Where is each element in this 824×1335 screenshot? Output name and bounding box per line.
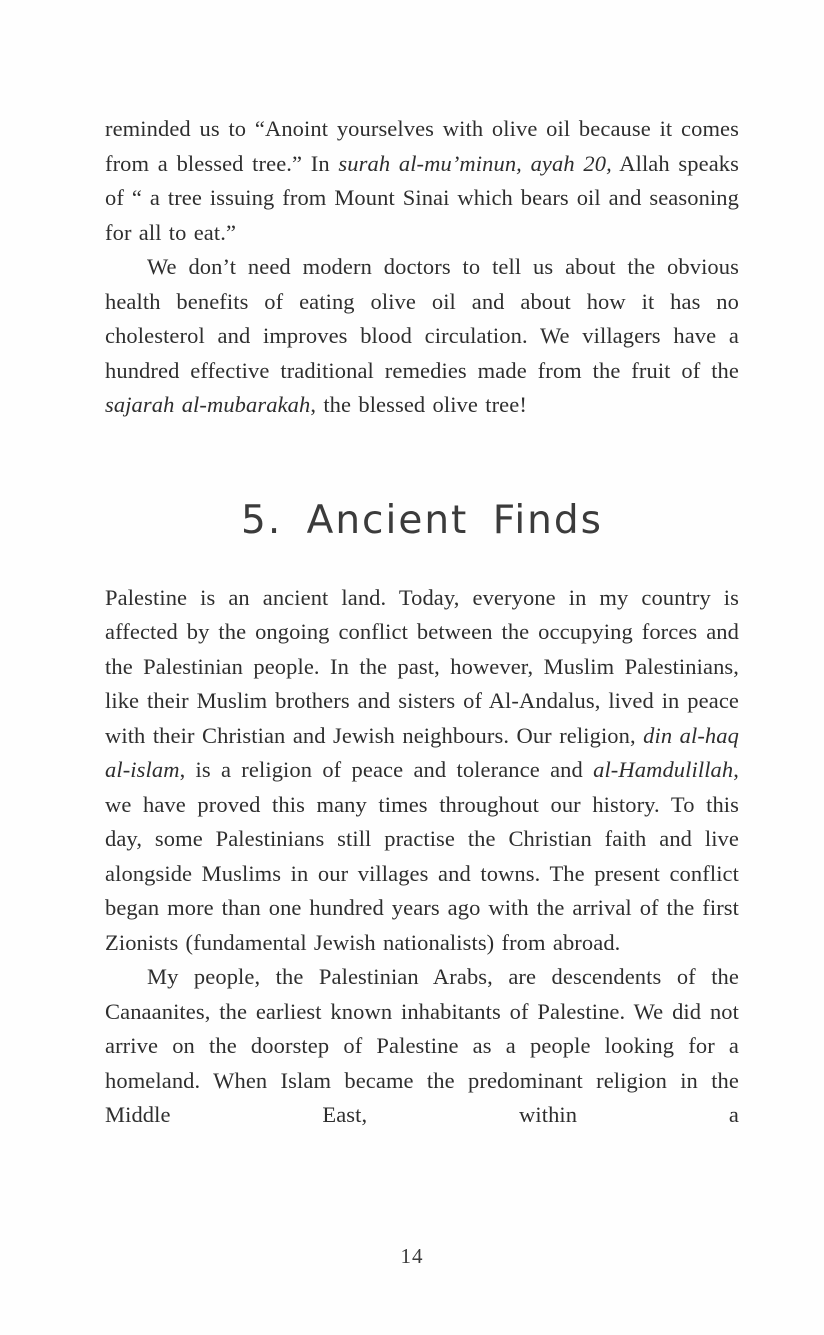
- text-run: surah al-mu’minun, ayah 20,: [338, 150, 612, 176]
- paragraph-health-benefits: [105, 250, 739, 423]
- paragraph-ancient-land: [105, 581, 739, 961]
- text-run: sajarah al-mubarakah: [105, 392, 311, 417]
- text-run: , is a religion of peace and tolerance and: [179, 757, 594, 782]
- text-run: , we have proved this many times throughout our history. To this day, some Palestinians still practise the Christian faith and live alongside Muslims in our villages and towns. The present conflict began more than one hundred years ago with the arrival of the first Zionists (fundamental Jewish nationalists) from abroad.: [105, 757, 739, 955]
- text-run: We don’t need modern doctors to tell us about the obvious health benefits of eating olive oil and about how it has no cholesterol and improves blood circulation. We villagers have a hundred effective traditional remedies made from the fruit of the: [105, 254, 739, 383]
- text-run: , the blessed olive tree!: [310, 392, 527, 417]
- text-run: reminded us to “Anoint yourselves with olive oil because it comes from a blessed tree.” In: [105, 116, 739, 176]
- text-run: My people, the Palestinian Arabs, are descendents of the Canaanites, the earliest known inhabitants of Palestine. We did not arrive on the doorstep of Palestine as a people looking for a homeland. When Islam became the predominant religion in the Middle East, within a: [105, 964, 739, 1127]
- text-run: Allah speaks of “ a tree issuing from Mount Sinai which bears oil and seasoning for all to eat.”: [105, 150, 739, 245]
- paragraph-my-people: [105, 960, 739, 1133]
- page-number: 14: [400, 1244, 424, 1268]
- chapter-heading: 5. Ancient Finds: [241, 497, 603, 543]
- text-run: al-Hamdulillah: [593, 757, 734, 782]
- text-run: din al-haq al-islam: [105, 722, 739, 782]
- paragraph-olive-oil-quote: [105, 112, 739, 250]
- text-run: Palestine is an ancient land. Today, everyone in my country is affected by the ongoing conflict between the occupying forces and the Palestinian people. In the past, however, Muslim Palestinians, like their Muslim brothers and sisters of Al-Andalus, lived in peace with their Christian and Jewish neighbours. Our religion,: [105, 584, 739, 748]
- body-text: [105, 112, 739, 1133]
